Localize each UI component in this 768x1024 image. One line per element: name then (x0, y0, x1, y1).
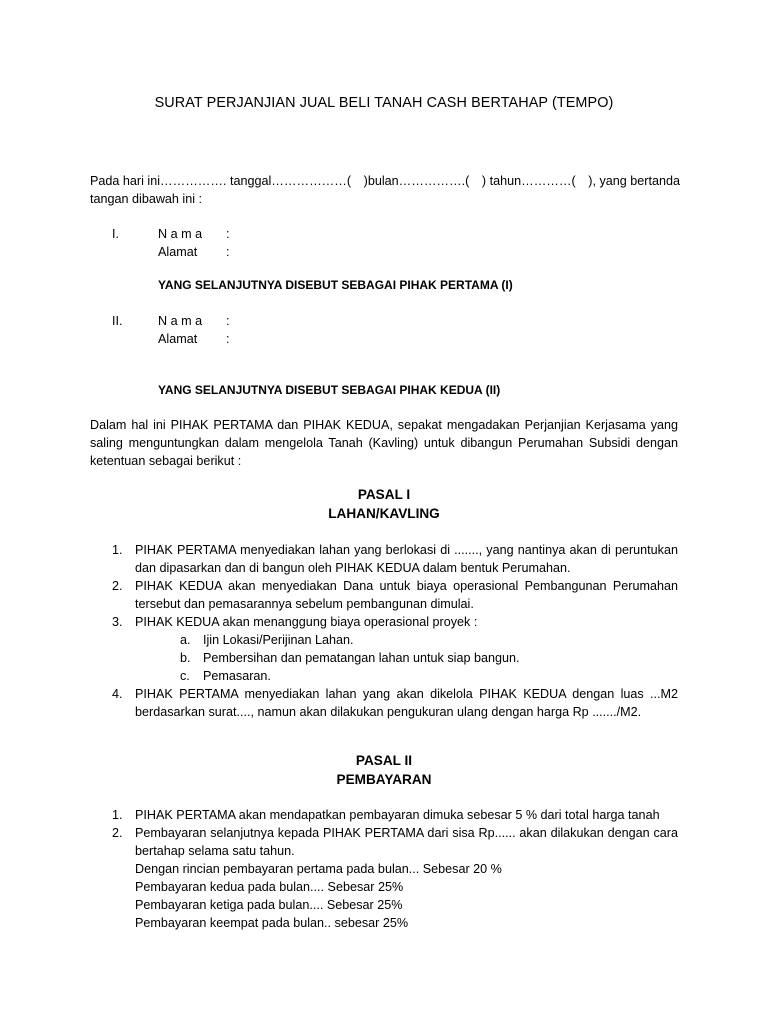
document-title: SURAT PERJANJIAN JUAL BELI TANAH CASH BERTAHAP (TEMPO) (154, 95, 614, 111)
party-one-name-colon: : (226, 227, 230, 241)
party-one-address-row (90, 243, 680, 261)
sub-list-item-letter: c. (180, 669, 190, 683)
sub-list-item-letter: a. (180, 633, 191, 647)
list-item (90, 577, 678, 613)
list-item-text: PIHAK PERTAMA akan mendapatkan pembayaran dimuka sebesar 5 % dari total harga tanah (135, 808, 660, 822)
list-item-number: 2. (112, 826, 123, 840)
list-item (90, 613, 678, 631)
party-one-name-row (90, 225, 680, 243)
party-two-caption: YANG SELANJUTNYA DISEBUT SEBAGAI PIHAK KEDUA (II) (158, 383, 501, 397)
sub-list-item (90, 649, 678, 667)
sub-list-item (90, 667, 678, 685)
list-item-number: 1. (112, 808, 123, 822)
party-one-number: I. (112, 227, 119, 241)
party-two-address-label: Alamat (158, 332, 198, 346)
intro-line-2: tangan dibawah ini : (90, 192, 203, 206)
pasal-two-list (90, 806, 678, 932)
party-two-address-colon: : (226, 332, 230, 346)
party-one-name-label: N a m a (158, 227, 203, 241)
payment-detail-line: Pembayaran ketiga pada bulan.... Sebesar 25% (135, 898, 403, 912)
payment-detail-line: Pembayaran keempat pada bulan.. sebesar 25% (135, 916, 409, 930)
sub-list-item-text: Pemasaran. (203, 669, 271, 683)
party-two-address-row (90, 330, 680, 348)
list-item (90, 541, 678, 577)
intro-line-1 (90, 172, 680, 190)
pasal-one-list (90, 541, 678, 721)
list-item-text: PIHAK PERTAMA menyediakan lahan yang akan dikelola PIHAK KEDUA dengan luas ...M2 berdasarkan surat...., namun akan dilakukan pengukuran ulang dengan harga Rp ......./M2. (135, 687, 678, 719)
list-item-number: 4. (112, 687, 123, 701)
party-two-name-label: N a m a (158, 314, 203, 328)
payment-detail-line: Pembayaran kedua pada bulan.... Sebesar 25% (135, 880, 404, 894)
sub-list-item-text: Pembersihan dan pematangan lahan untuk siap bangun. (203, 651, 520, 665)
intro-signatory: ), yang bertanda (588, 174, 680, 188)
pasal-one-heading: PASAL I (357, 487, 411, 502)
list-item-text: Pembayaran selanjutnya kepada PIHAK PERTAMA dari sisa Rp...... akan dilakukan dengan cara bertahap selama satu tahun. (135, 826, 678, 858)
intro-paragraph (90, 172, 680, 208)
sub-list-item (90, 631, 678, 649)
list-item (90, 685, 678, 721)
party-two-block (90, 312, 680, 348)
list-item-text: PIHAK KEDUA akan menanggung biaya operasional proyek : (135, 615, 478, 629)
party-two-name-row (90, 312, 680, 330)
list-item-text: PIHAK KEDUA akan menyediakan Dana untuk biaya operasional Pembangunan Perumahan tersebut dan pemasarannya sebelum pembangunan dimulai. (135, 579, 678, 611)
pasal-one-subheading: LAHAN/KAVLING (328, 506, 440, 521)
intro-date-year: ) tahun…………( (481, 174, 576, 188)
sub-list-item-text: Ijin Lokasi/Perijinan Lahan. (203, 633, 354, 647)
pasal-two-heading: PASAL II (355, 753, 413, 768)
list-item (90, 806, 678, 824)
list-item-number: 1. (112, 543, 123, 557)
intro-date-day: Pada hari ini……………. tanggal………………( (90, 174, 352, 188)
list-item-number: 2. (112, 579, 123, 593)
party-two-number: II. (112, 314, 123, 328)
party-one-address-label: Alamat (158, 245, 198, 259)
agreement-paragraph: Dalam hal ini PIHAK PERTAMA dan PIHAK KEDUA, sepakat mengadakan Perjanjian Kerjasama yang saling menguntungkan dalam mengelola Tanah (Kavling) untuk dibangun Perumahan Subsidi dengan ketentuan sebagai berikut : (90, 418, 678, 468)
party-one-caption: YANG SELANJUTNYA DISEBUT SEBAGAI PIHAK PERTAMA (I) (158, 278, 513, 292)
party-one-block (90, 225, 680, 261)
payment-detail-line: Dengan rincian pembayaran pertama pada bulan... Sebesar 20 % (135, 862, 502, 876)
party-one-address-colon: : (226, 245, 230, 259)
list-item-number: 3. (112, 615, 123, 629)
intro-date-month: )bulan…………….( (363, 174, 470, 188)
list-item-text: PIHAK PERTAMA menyediakan lahan yang berlokasi di ......., yang nantinya akan di peruntukan dan dipasarkan dan di bangun oleh PIHAK KEDUA dalam bentuk Perumahan. (135, 543, 678, 575)
list-item (90, 824, 678, 860)
party-two-name-colon: : (226, 314, 230, 328)
pasal-two-subheading: PEMBAYARAN (336, 772, 432, 787)
sub-list-item-letter: b. (180, 651, 191, 665)
